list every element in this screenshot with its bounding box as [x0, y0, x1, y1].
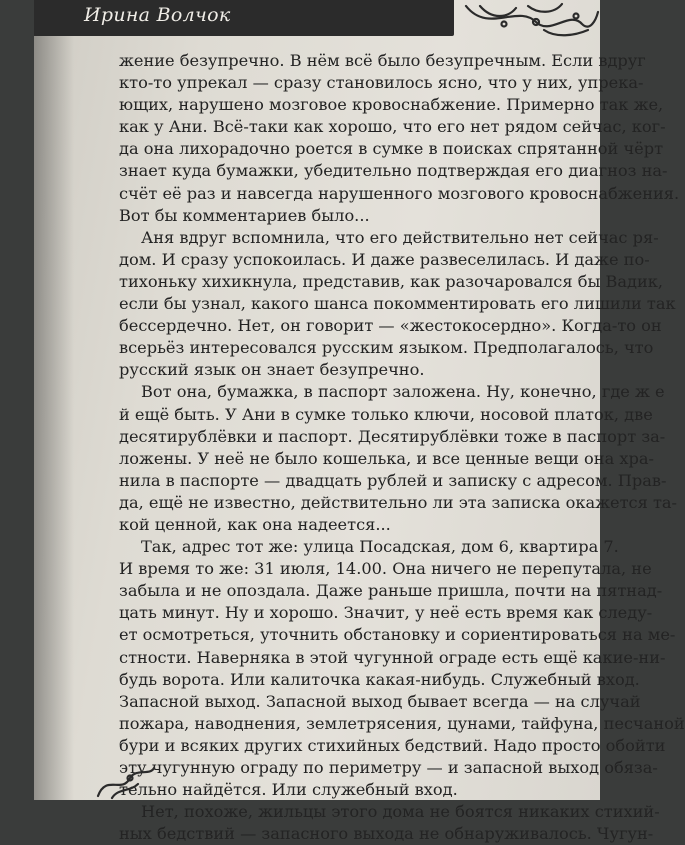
- text-line: бессердечно. Нет, он говорит — «жестокосердно». Когда-то он: [119, 316, 662, 336]
- text-line: Так, адрес тот же: улица Посадская, дом 6, квартира 7.: [141, 537, 619, 557]
- binding-shadow: [34, 0, 74, 800]
- text-line: бури и всяких других стихийных бедствий. Надо просто обойти: [119, 735, 666, 755]
- text-line: десятирублёвки и паспорт. Десятирублёвки тоже в паспорт за-: [119, 426, 666, 446]
- text-line: всерьёз интересовался русским языком. Предполагалось, что: [119, 338, 654, 358]
- text-line: ет осмотреться, уточнить обстановку и сориентироваться на ме-: [119, 625, 676, 645]
- page-text: [119, 50, 685, 845]
- book-page: [34, 0, 685, 844]
- text-line: Аня вдруг вспомнила, что его действительно нет сейчас ря-: [141, 227, 659, 247]
- text-line: нила в паспорте — двадцать рублей и записку с адресом. Прав-: [119, 470, 667, 490]
- text-line: русский язык он знает безупречно.: [119, 360, 425, 380]
- text-line: тихоньку хихикнула, представив, как разочаровался бы Вадик,: [119, 271, 664, 291]
- text-line: Вот она, бумажка, в паспорт заложена. Ну, конечно, где ж е: [141, 382, 665, 402]
- text-line: эту чугунную ограду по периметру — и запасной выход обяза-: [119, 758, 658, 777]
- text-line: кой ценной, как она надеется...: [119, 514, 391, 534]
- text-line: й ещё быть. У Ани в сумке только ключи, носовой платок, две: [119, 404, 653, 424]
- text-line: да, ещё не известно, действительно ли эта записка окажется та-: [119, 492, 678, 512]
- text-line: да она лихорадочно роется в сумке в поисках спрятанной чёрт: [119, 139, 664, 159]
- text-line: Нет, похоже, жильцы этого дома не боятся никаких стихий-: [141, 802, 660, 822]
- running-header: [34, 0, 454, 36]
- text-line: дом. И сразу успокоилась. И даже развеселилась. И даже по-: [119, 249, 650, 269]
- text-line: тельно найдётся. Или служебный вход.: [119, 780, 458, 800]
- text-line: знает куда бумажки, убедительно подтверждая его диагноз на-: [119, 161, 668, 181]
- text-line: цать минут. Ну и хорошо. Значит, у неё есть время как следу-: [119, 603, 653, 623]
- text-line: жение безупречно. В нём всё было безупречным. Если вдруг: [119, 51, 646, 70]
- text-line: стности. Наверняка в этой чугунной ограде есть ещё какие-ни-: [119, 647, 666, 667]
- text-line: как у Ани. Всё-таки как хорошо, что его нет рядом сейчас, ког-: [119, 117, 666, 137]
- author-name: Ирина Волчок: [84, 4, 231, 26]
- ornament-bottom-icon: [94, 764, 164, 800]
- text-line: И время то же: 31 июля, 14.00. Она ничего не перепутала, не: [119, 559, 652, 579]
- text-line: если бы узнал, какого шанса покомментировать его лишили так: [119, 294, 676, 314]
- text-line: ющих, нарушено мозговое кровоснабжение. Примерно так же,: [119, 95, 664, 115]
- text-line: пожара, наводнения, землетрясения, цунами, тайфуна, песчаной: [119, 713, 685, 733]
- text-line: Вот бы комментариев было...: [119, 205, 370, 225]
- text-line: ных бедствий — запасного выхода не обнаруживалось. Чугун-: [119, 824, 654, 844]
- text-line: ложены. У неё не было кошелька, и все ценные вещи она хра-: [119, 448, 655, 468]
- text-line: будь ворота. Или калиточка какая-нибудь. Служебный вход.: [119, 669, 640, 689]
- text-line: Запасной выход. Запасной выход бывает всегда — на случай: [119, 691, 641, 711]
- ornament-top-icon: [458, 0, 600, 40]
- text-line: забыла и не опоздала. Даже раньше пришла, почти на пятнад-: [119, 581, 663, 601]
- text-line: счёт её раз и навсегда нарушенного мозгового кровоснабжения.: [119, 183, 680, 203]
- text-line: кто-то упрекал — сразу становилось ясно, что у них, упрека-: [119, 73, 644, 93]
